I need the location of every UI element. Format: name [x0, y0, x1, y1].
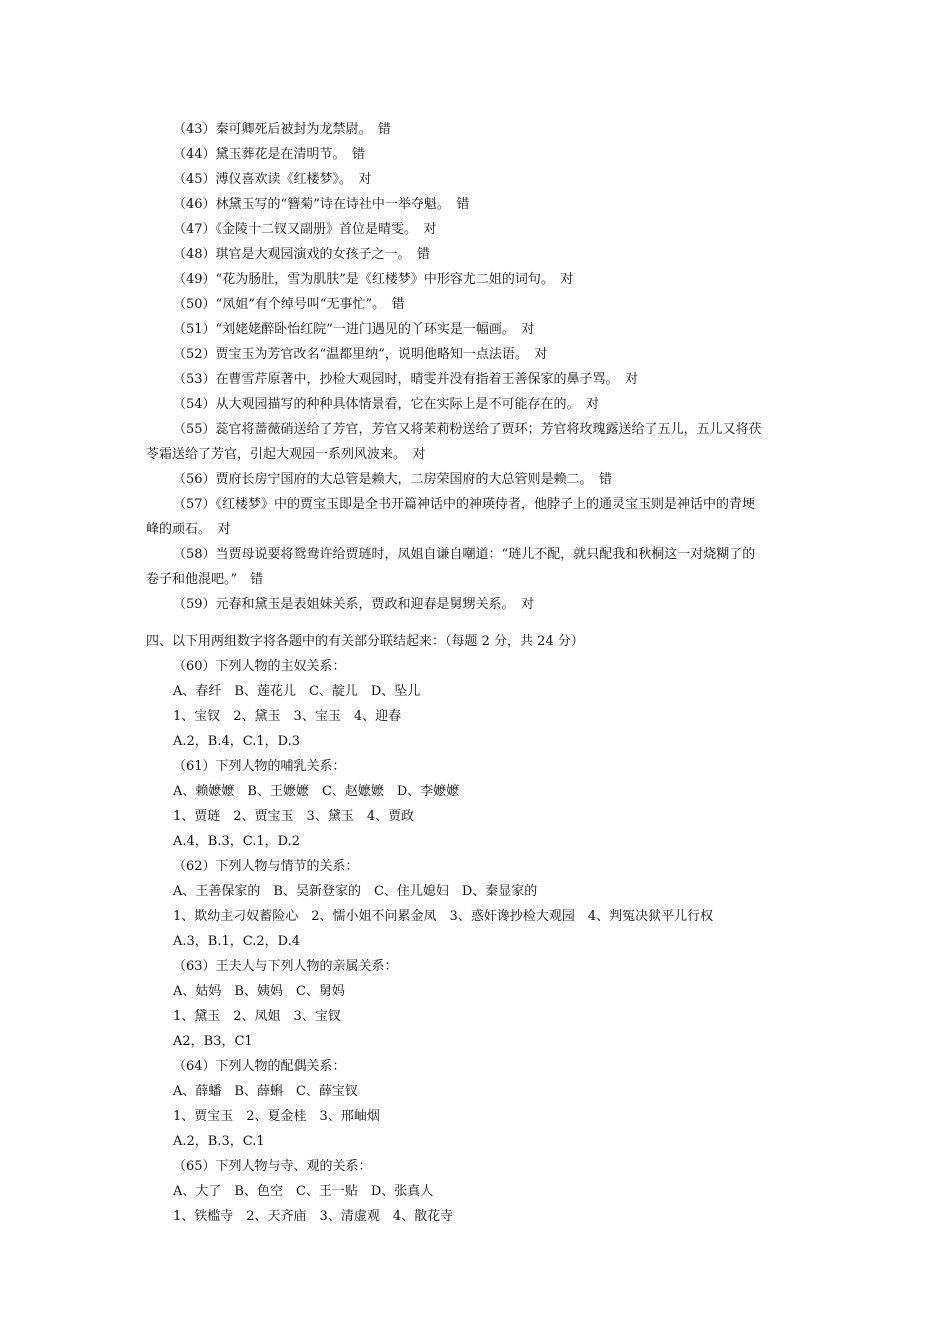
match-answer-60: A.2，B.4，C.1，D.3: [173, 734, 300, 749]
match-options-65-numbers: 1、铁槛寺 2、天齐庙 3、清虚观 4、散花寺: [173, 1209, 454, 1224]
match-options-62-letters: A、王善保家的 B、吴新登家的 C、住儿媳妇 D、秦显家的: [173, 884, 538, 899]
match-answer-64: A.2，B.3，C.1: [173, 1134, 265, 1149]
section-4-heading: 四、以下用两组数字将各题中的有关部分联结起来：（每题 2 分，共 24 分）: [146, 634, 584, 649]
tf-item-56: （56）贾府长房宁国府的大总管是赖大，二房荣国府的大总管则是赖二。 错: [173, 472, 613, 487]
match-question-62: （62）下列人物与情节的关系：: [173, 859, 359, 874]
match-question-61: （61）下列人物的哺乳关系：: [173, 759, 346, 774]
match-question-60: （60）下列人物的主奴关系：: [173, 659, 346, 674]
tf-item-46: （46）林黛玉写的“簪菊”诗在诗社中一举夺魁。 错: [173, 197, 470, 212]
tf-item-58: （58）当贾母说要将鸳鸯许给贾琏时，凤姐自谦自嘲道：“琏儿不配，就只配我和秋桐这一对烧糊了的: [173, 547, 756, 562]
match-options-63-letters: A、姑妈 B、姨妈 C、舅妈: [173, 984, 345, 999]
tf-item-52: （52）贾宝玉为芳官改名“温都里纳”，说明他略知一点法语。 对: [173, 347, 548, 362]
match-options-60-numbers: 1、宝钗 2、黛玉 3、宝玉 4、迎春: [173, 709, 402, 724]
match-options-60-letters: A、春纤 B、莲花儿 C、靛儿 D、坠儿: [173, 684, 421, 699]
tf-item-54: （54）从大观园描写的种种具体情景看，它在实际上是不可能存在的。 对: [173, 397, 600, 412]
match-options-64-letters: A、薛蟠 B、薛蝌 C、薛宝钗: [173, 1084, 358, 1099]
tf-item-59: （59）元春和黛玉是表姐妹关系，贾政和迎春是舅甥关系。 对: [173, 597, 535, 612]
match-options-63-numbers: 1、黛玉 2、凤姐 3、宝钗: [173, 1009, 341, 1024]
match-options-61-numbers: 1、贾琏 2、贾宝玉 3、黛玉 4、贾政: [173, 809, 415, 824]
match-options-62-numbers: 1、欺幼主刁奴蓄险心 2、懦小姐不问累金凤 3、惑奸谗抄检大观园 4、判冤决狱平儿行权: [173, 909, 714, 924]
tf-item-47: （47）《金陵十二钗又副册》首位是晴雯。 对: [173, 222, 437, 237]
tf-item-44: （44）黛玉葬花是在清明节。 错: [173, 147, 366, 162]
match-question-64: （64）下列人物的配偶关系：: [173, 1059, 346, 1074]
tf-item-57-continued: 峰的顽石。 对: [146, 522, 231, 537]
tf-item-55: （55）蕊官将蔷薇硝送给了芳官，芳官又将茉莉粉送给了贾环；芳官将玫瑰露送给了五儿，五儿又将茯: [173, 422, 762, 437]
tf-item-55-continued: 苓霜送给了芳官，引起大观园一系列风波来。 对: [146, 447, 426, 462]
match-question-63: （63）王夫人与下列人物的亲属关系：: [173, 959, 398, 974]
match-answer-62: A.3，B.1，C.2，D.4: [173, 934, 300, 949]
tf-item-45: （45）溥仪喜欢读《红楼梦》。 对: [173, 172, 372, 187]
match-question-65: （65）下列人物与寺、观的关系：: [173, 1159, 372, 1174]
tf-item-50: （50）“凤姐”有个绰号叫“无事忙”。 错: [173, 297, 405, 312]
match-options-65-letters: A、大了 B、色空 C、王一贴 D、张真人: [173, 1184, 434, 1199]
match-answer-61: A.4，B.3，C.1，D.2: [173, 834, 300, 849]
tf-item-53: （53）在曹雪芹原著中，抄检大观园时，晴雯并没有指着王善保家的鼻子骂。 对: [173, 372, 639, 387]
match-answer-63: A2，B3，C1: [173, 1034, 253, 1049]
match-options-64-numbers: 1、贾宝玉 2、夏金桂 3、邢岫烟: [173, 1109, 380, 1124]
tf-item-51: （51）“刘姥姥醉卧怡红院”一进门遇见的丫环实是一幅画。 对: [173, 322, 535, 337]
tf-item-43: （43）秦可卿死后被封为龙禁尉。 错: [173, 122, 392, 137]
tf-item-58-continued: 卷子和他混吧。” 错: [146, 572, 264, 587]
tf-item-48: （48）琪官是大观园演戏的女孩子之一。 错: [173, 247, 431, 262]
match-options-61-letters: A、赖嬷嬷 B、王嬷嬷 C、赵嬷嬷 D、李嬷嬷: [173, 784, 460, 799]
tf-item-49: （49）“花为肠肚，雪为肌肤”是《红楼梦》中形容尤二姐的词句。 对: [173, 272, 574, 287]
tf-item-57: （57）《红楼梦》中的贾宝玉即是全书开篇神话中的神瑛侍者，他脖子上的通灵宝玉则是神话中的青埂: [173, 497, 756, 512]
